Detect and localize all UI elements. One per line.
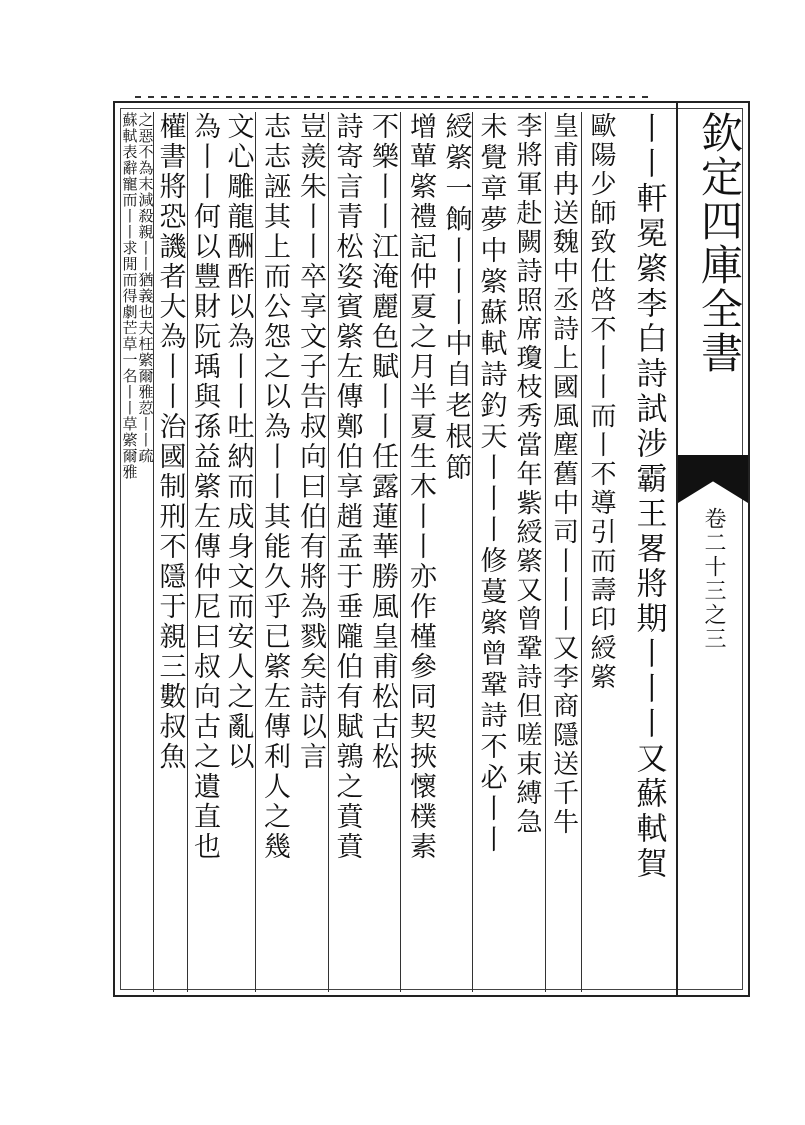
page-margin-banner bbox=[676, 103, 748, 995]
top-border-ornament bbox=[135, 96, 655, 98]
text-column bbox=[116, 112, 120, 992]
text-column bbox=[293, 112, 328, 992]
text-column bbox=[472, 112, 509, 992]
column-text: 豈羨朱丨丨卒享文子告叔向曰伯有將為戮矣詩以言 bbox=[295, 112, 326, 772]
text-column bbox=[221, 112, 255, 992]
column-text: 文心雕龍酬酢以為丨丨吐納而成身文而安人之亂以 bbox=[222, 112, 254, 772]
column-text: 增蕇綮禮記仲夏之月半夏生木丨丨亦作槿參同契挾懷樸素 bbox=[405, 112, 436, 862]
column-text: 之惡不為末減殺親丨丨猶義也夫枉綮爾雅荵丨丨疏 bbox=[136, 112, 155, 464]
column-text: 李將軍赴闕詩照席瓊枝秀當年紫綬綮又曾鞏詩但嗟束縛急 bbox=[512, 112, 542, 837]
text-column bbox=[187, 112, 221, 992]
text-column bbox=[153, 112, 187, 992]
column-text: 未覺章夢中綮蘇軾詩釣天丨丨丨修蔓綮曾鞏詩不必丨丨 bbox=[475, 112, 507, 856]
text-column bbox=[400, 112, 440, 992]
text-column bbox=[440, 112, 472, 992]
text-column bbox=[509, 112, 545, 992]
text-column bbox=[620, 112, 676, 992]
column-text: 權書將恐譏者大為丨丨治國制刑不隱于親三數叔魚 bbox=[154, 112, 186, 772]
column-text: 為丨丨何以豐財阮瑀與孫益綮左傳仲尼曰叔向古之遺直也 bbox=[189, 112, 220, 862]
column-text: 不樂丨丨江淹麗色賦丨丨任露蓮華勝風皇甫松古松 bbox=[367, 112, 398, 772]
column-text: 綬綮一餉丨丨丨中自老根節 bbox=[440, 112, 472, 484]
text-column bbox=[581, 112, 620, 992]
column-text: 蘇軾表辭寵而丨丨求閒而得劇芒草一名丨丨草綮爾雅 bbox=[120, 112, 139, 480]
text-column bbox=[328, 112, 365, 992]
column-text: 歐陽少師致仕啓不丨丨而丨不導引而壽印綬綮 bbox=[586, 112, 616, 692]
text-column bbox=[365, 112, 400, 992]
text-column bbox=[255, 112, 293, 992]
volume-label: 卷二十三之三 bbox=[701, 507, 726, 651]
text-column bbox=[545, 112, 581, 992]
text-column bbox=[137, 112, 153, 992]
column-text: 皇甫冉送魏中丞詩上國風塵舊中司丨丨丨又李商隱送千牛 bbox=[548, 112, 579, 837]
column-text: 志志誣其上而公怨之以為丨丨其能久乎已綮左傳利人之幾 bbox=[259, 112, 290, 862]
column-text: 丨丨軒冕綮李白詩試涉霸王畧將期丨丨丨又蘇軾賀 bbox=[630, 112, 667, 882]
book-title: 欽定四庫全書 bbox=[695, 111, 744, 375]
text-column bbox=[121, 112, 137, 992]
fishtail-mark-icon bbox=[678, 455, 748, 503]
column-text: 詩寄言青松姿賓綮左傳鄭伯享趙孟于垂隴伯有賦鶉之賁賁 bbox=[331, 112, 363, 862]
